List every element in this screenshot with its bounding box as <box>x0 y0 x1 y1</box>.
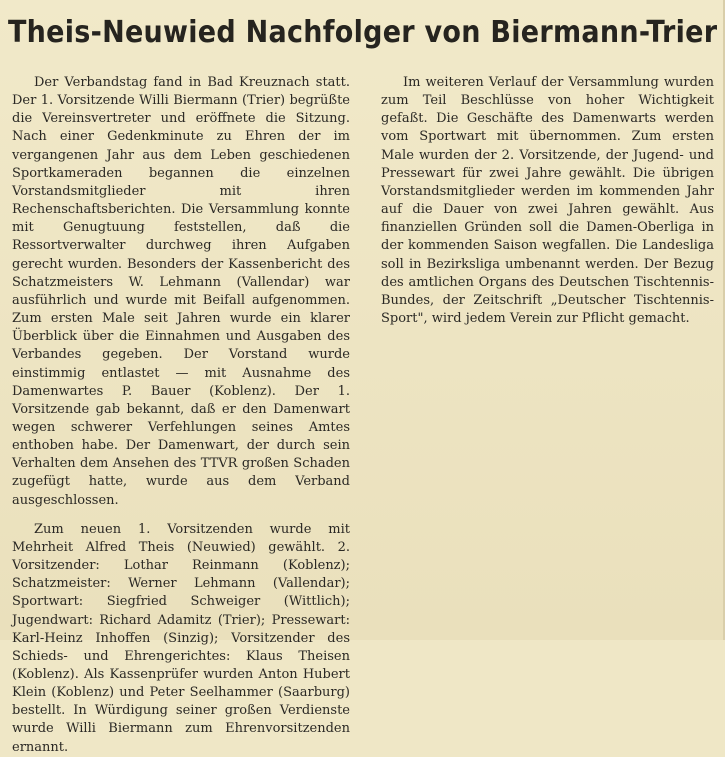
article-paragraph: Zum neuen 1. Vorsitzenden wurde mit Mehrheit Alfred Theis (Neuwied) gewählt. 2. Vorsitzender: Lothar Reinmann (Koblenz); Schatzmeister: Werner Lehmann (Vallendar); Sportwart: Siegfried Schweiger (Wittlich); Jugendwart: Richard Adamitz (Trier); Pressewart: Karl-Heinz Inhoffen (Sinzig); Vorsitzender des Schieds- und Ehrengerichtes: Klaus Theisen (Koblenz). Als Kassenprüfer wurden Anton Hubert Klein (Koblenz) und Peter Seelhammer (Saarburg) bestellt. In Würdigung seiner großen Verdienste wurde Willi Biermann zum Ehrenvorsitzenden ernannt. <box>12 521 350 755</box>
article-column-left <box>12 74 350 757</box>
article-paragraph: Der Verbandstag fand in Bad Kreuznach statt. Der 1. Vorsitzende Willi Biermann (Trier) begrüßte die Vereinsvertreter und eröffnete die Sitzung. Nach einer Gedenkminute zu Ehren der im vergangenen Jahr aus dem Leben geschiedenen Sportkameraden begannen die einzelnen Vorstandsmitglieder mit ihren Rechenschaftsberichten. Die Versammlung konnte mit Genugtuung feststellen, daß die Ressortverwalter durchweg ihren Aufgaben gerecht wurden. Besonders der Kassenbericht des Schatzmeisters W. Lehmann (Vallendar) war ausführlich und wurde mit Beifall aufgenommen. Zum ersten Male seit Jahren wurde ein klarer Überblick über die Einnahmen und Ausgaben des Verbandes gegeben. Der Vorstand wurde einstimmig entlastet — mit Ausnahme des Damenwartes P. Bauer (Koblenz). Der 1. Vorsitzende gab bekannt, daß er den Damenwart wegen schwerer Verfehlungen seines Amtes enthoben habe. Der Damenwart, der durch sein Verhalten dem Ansehen des TTVR großen Schaden zugefügt hatte, wurde aus dem Verband ausgeschlossen. <box>12 75 350 508</box>
article-paragraph: Im weiteren Verlauf der Versammlung wurden zum Teil Beschlüsse von hoher Wichtigkeit gefaßt. Die Geschäfte des Damenwarts werden vom Sportwart mit übernommen. Zum ersten Male wurden der 2. Vorsitzende, der Jugend- und Pressewart für zwei Jahre gewählt. Die übrigen Vorstandsmitglieder werden im kommenden Jahr auf die Dauer von zwei Jahren gewählt. Aus finanziellen Gründen soll die Damen-Oberliga in der kommenden Saison wegfallen. Die Landesliga soll in Bezirksliga umbenannt werden. Der Bezug des amtlichen Organs des Deutschen Tischtennis-Bundes, der Zeitschrift „Deutscher Tischtennis-Sport", wird jedem Verein zur Pflicht gemacht. <box>381 75 714 327</box>
article-column-right <box>381 74 714 328</box>
article-headline: Theis-Neuwied Nachfolger von Biermann-Trier <box>8 15 718 50</box>
